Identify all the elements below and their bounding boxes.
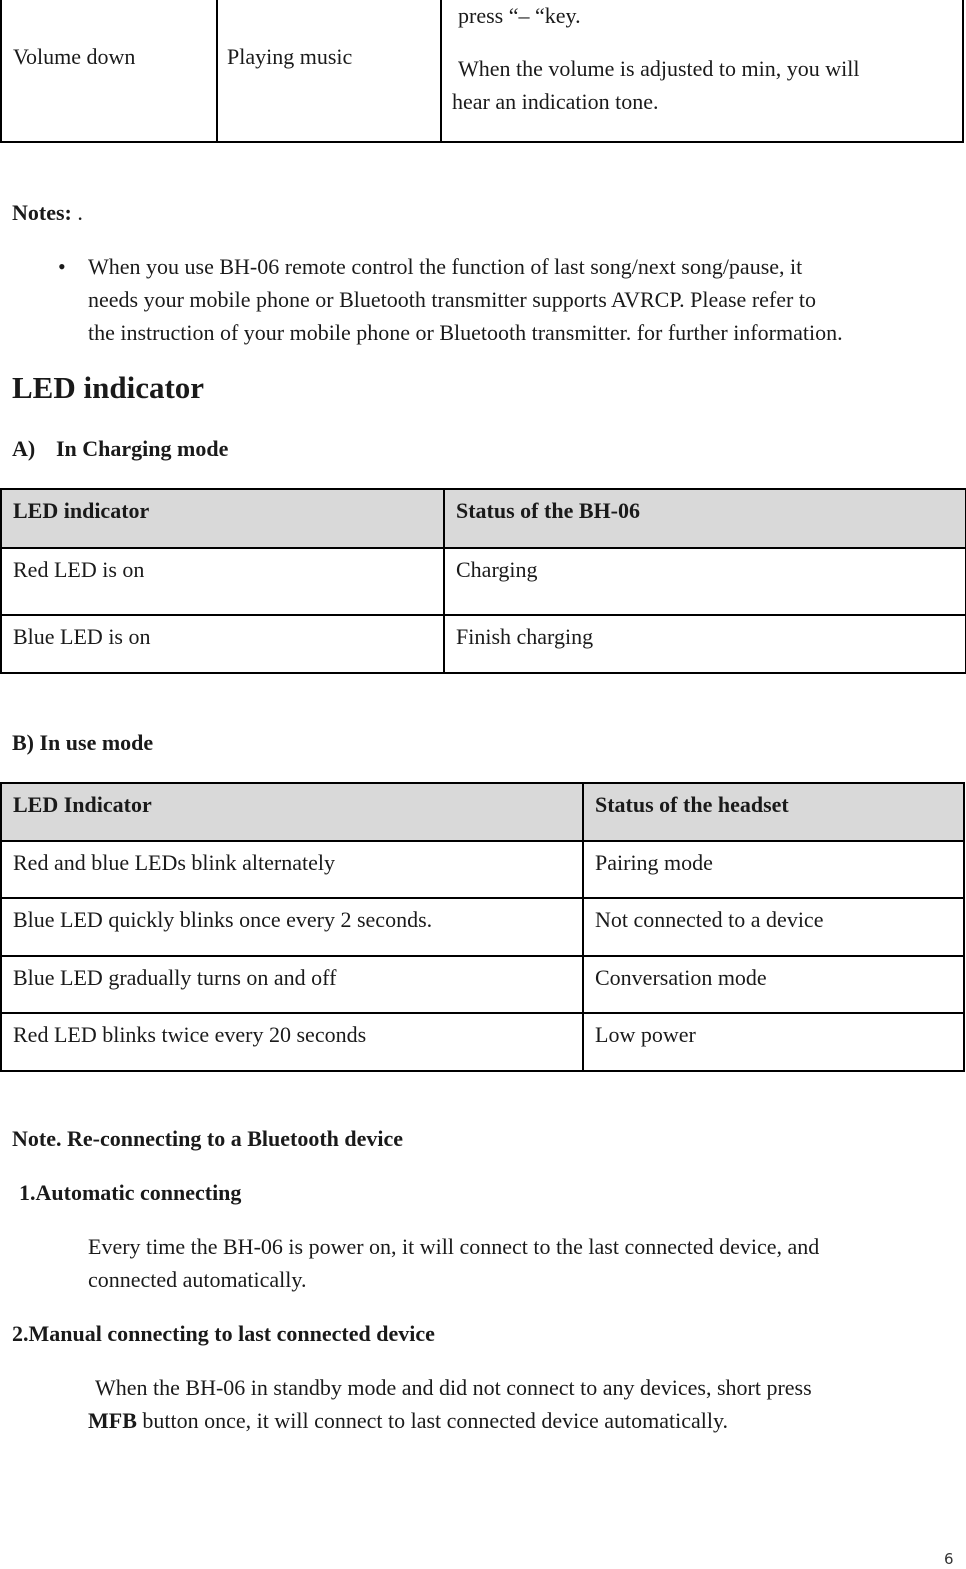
notes-text xyxy=(88,250,843,349)
charging-table xyxy=(0,488,966,674)
subsection-letter: A) xyxy=(12,436,36,461)
manual-connect-heading: 2.Manual connecting to last connected device xyxy=(12,1321,435,1346)
table-divider xyxy=(440,0,442,141)
auto-connect-line: Every time the BH-06 is power on, it will connect to the last connected device, and xyxy=(88,1234,820,1259)
table-cell: Volume down xyxy=(13,44,136,69)
table-cell: hear an indication tone. xyxy=(452,89,659,114)
table-row xyxy=(1,615,966,673)
manual-connect-rest: button once, it will connect to last connected device automatically. xyxy=(136,1408,729,1433)
table-cell: Red LED is on xyxy=(1,548,444,615)
header-cell: Status of the headset xyxy=(583,783,964,841)
table-cell: Low power xyxy=(583,1013,964,1071)
table-cell: Charging xyxy=(444,548,966,615)
table-cell: Blue LED is on xyxy=(1,615,444,673)
auto-connect-line: connected automatically. xyxy=(88,1267,307,1292)
table-cell: Not connected to a device xyxy=(583,898,964,956)
table-divider xyxy=(216,0,218,141)
table-header-row xyxy=(1,489,966,548)
table-cell: Pairing mode xyxy=(583,841,964,898)
header-cell: Status of the BH-06 xyxy=(444,489,966,548)
manual-connect-line xyxy=(88,1408,728,1434)
table-cell: Red LED blinks twice every 20 seconds xyxy=(1,1013,583,1071)
table-cell: Conversation mode xyxy=(583,956,964,1013)
auto-connect-heading: 1.Automatic connecting xyxy=(19,1180,242,1205)
notes-line: needs your mobile phone or Bluetooth transmitter supports AVRCP. Please refer to xyxy=(88,287,816,312)
table-cell: Red and blue LEDs blink alternately xyxy=(1,841,583,898)
table-cell: Blue LED gradually turns on and off xyxy=(1,956,583,1013)
page-number: 6 xyxy=(944,1550,954,1568)
section-title: LED indicator xyxy=(12,370,205,405)
table-header-row xyxy=(1,783,964,841)
notes-line: When you use BH-06 remote control the function of last song/next song/pause, it xyxy=(88,254,803,279)
notes-line: the instruction of your mobile phone or Bluetooth transmitter. for further information. xyxy=(88,320,843,345)
table-row xyxy=(1,898,964,956)
reconnect-title: Note. Re-connecting to a Bluetooth device xyxy=(12,1126,404,1151)
subsection-title: B) In use mode xyxy=(12,730,154,755)
table-cell: Playing music xyxy=(227,44,353,69)
table-row xyxy=(1,548,966,615)
table-cell: Finish charging xyxy=(444,615,966,673)
notes-suffix: . xyxy=(71,200,83,225)
header-cell: LED indicator xyxy=(1,489,444,548)
table-row xyxy=(1,1013,964,1071)
table-row xyxy=(1,841,964,898)
table-cell: press “– “key. xyxy=(458,3,581,28)
subsection-title: In Charging mode xyxy=(56,436,229,461)
table-cell: Blue LED quickly blinks once every 2 seconds. xyxy=(1,898,583,956)
in-use-table xyxy=(0,782,965,1072)
mfb-key-label: MFB xyxy=(88,1408,137,1433)
notes-heading xyxy=(12,200,83,226)
manual-connect-line: When the BH-06 in standby mode and did not connect to any devices, short press xyxy=(95,1375,812,1400)
table-row xyxy=(1,956,964,1013)
header-cell: LED Indicator xyxy=(1,783,583,841)
notes-label: Notes: xyxy=(12,200,72,225)
table-cell: When the volume is adjusted to min, you will xyxy=(458,56,860,81)
bullet-icon: • xyxy=(58,254,66,279)
